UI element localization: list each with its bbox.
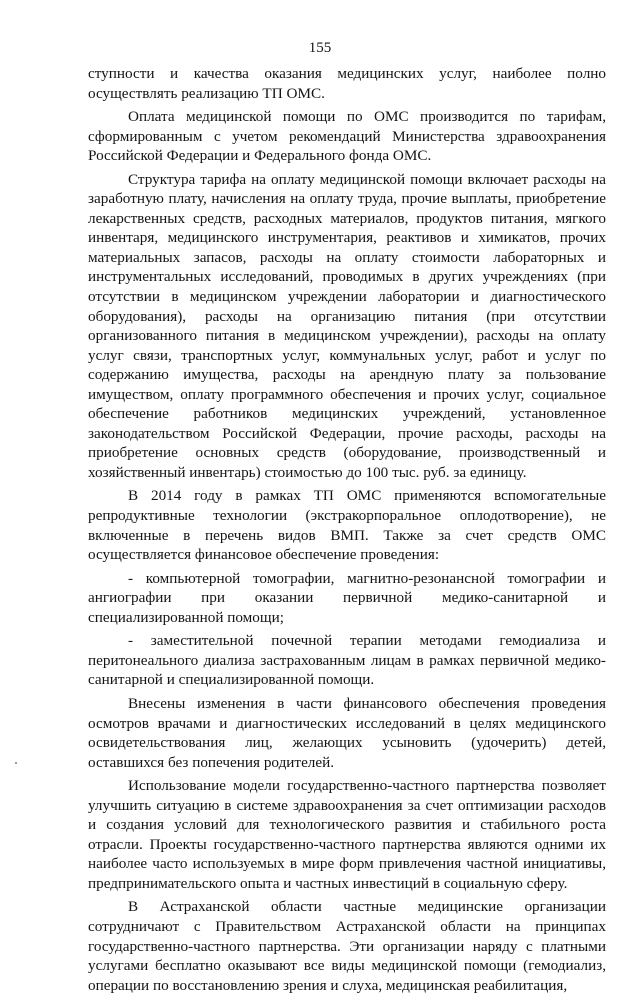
list-item-tomography: - компьютерной томографии, магнитно-резонансной томографии и ангиографии при оказании первичной медико-санитарной и специализированной помощи; <box>88 569 606 626</box>
page-body <box>88 64 606 995</box>
scan-speck <box>15 762 17 764</box>
page-number: 155 <box>308 40 332 56</box>
paragraph-public-private-partnership: Использование модели государственно-частного партнерства позволяет улучшить ситуацию в системе здравоохранения за счет оптимизации расходов и создания условий для технологического развития и стабильного роста отрасли. Проекты государственно-частного партнерства являются одними их наиболее часто используемых в мире форм привлечения частной инициативы, предпринимательского опыта и частных инвестиций в социальную сферу. <box>88 777 606 892</box>
list-item-dialysis: - заместительной почечной терапии методами гемодиализа и перитонеального диализа застрахованным лицам в рамках первичной медико-санитарной и специализированной помощи. <box>88 632 606 689</box>
paragraph-tariff-structure: Структура тарифа на оплату медицинской помощи включает расходы на заработную плату, начисления на оплату труда, прочие выплаты, приобретение лекарственных средств, расходных материалов, продуктов питания, мягкого инвентаря, медицинского инструментария, реактивов и химикатов, прочих материальных запасов, расходы на оплату стоимости лабораторных и инструментальных исследований, проводимых в других учреждениях (при отсутствии в медицинском учреждении лаборатории и диагностического оборудования), расходы на организацию питания (при отсутствии организованного питания в медицинском учреждении), расходы на оплату услуг связи, транспортных услуг, коммунальных услуг, работ и услуг по содержанию имущества, расходы на арендную плату за пользование имуществом, оплату программного обеспечения и прочих услуг, социальное обеспечение работников медицинских учреждений, установленное законодательством Российской Федерации, прочие расходы, расходы на приобретение основных средств (оборудование, производственный и хозяйственный инвентарь) стоимостью до 100 тыс. руб. за единицу. <box>88 170 606 481</box>
paragraph-continuation: ступности и качества оказания медицинских услуг, наиболее полно осуществлять реализацию ТП ОМС. <box>88 65 606 102</box>
paragraph-adoption-exams: Внесены изменения в части финансового обеспечения проведения осмотров врачами и диагностических исследований в целях медицинского освидетельствования лиц, желающих усыновить (удочерить) детей, оставшихся без попечения родителей. <box>88 694 606 771</box>
paragraph-payment-tariffs: Оплата медицинской помощи по ОМС производится по тарифам, сформированным с учетом рекомендаций Министерства здравоохранения Российской Федерации и Федерального фонда ОМС. <box>88 108 606 165</box>
paragraph-reproductive-tech: В 2014 году в рамках ТП ОМС применяются вспомогательные репродуктивные технологии (экстракорпоральное оплодотворение), не включенные в перечень видов ВМП. Также за счет средств ОМС осуществляется финансовое обеспечение проведения: <box>88 487 606 564</box>
paragraph-astrakhan-region: В Астраханской области частные медицинские организации сотрудничают с Правительством Астраханской области на принципах государственно-частного партнерства. Эти организации наряду с платными услугами бесплатно оказывают все виды медицинской помощи (гемодиализ, операции по восстановлению зрения и слуха, медицинская реабилитация, <box>88 898 606 994</box>
